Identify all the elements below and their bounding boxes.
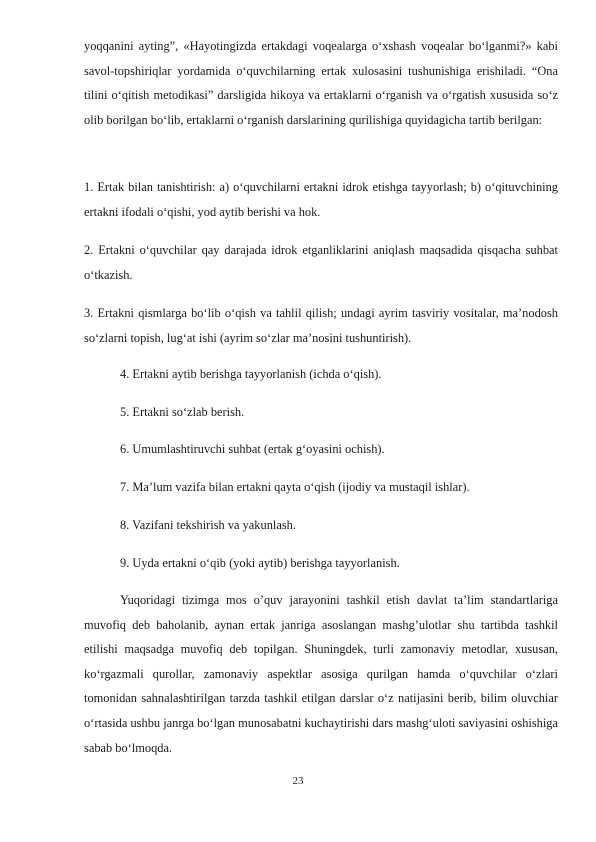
list-item-step-5: 5. Ertakni so‘zlab berish.: [120, 405, 245, 419]
paragraph-step-1: 1. Ertak bilan tanishtirish: a) o‘quvchilarni ertakni idrok etishga tayyorlash; b) o‘qituvchining ertakni ifodali o‘qishi, yod aytib berishi va hok.: [84, 180, 558, 219]
list-item-step-7: 7. Ma’lum vazifa bilan ertakni qayta o‘qish (ijodiy va mustaqil ishlar).: [120, 480, 470, 494]
list-item-step-4: 4. Ertakni aytib berishga tayyorlanish (ichda o‘qish).: [120, 367, 382, 381]
list-item-step-6: 6. Umumlashtiruvchi suhbat (ertak g‘oyasini ochish).: [120, 442, 385, 456]
list-item-step-8: 8. Vazifani tekshirish va yakunlash.: [120, 518, 296, 532]
paragraph-conclusion: Yuqoridagi tizimga mos o’quv jarayonini tashkil etish davlat ta’lim standartlariga muvofiq deb baholanib, aynan ertak janriga asoslangan mashg’ulotlar shu tartibda tashkil etilishi maqsadga muvofiq deb topilgan. Shuningdek, turli zamonaviy metodlar, xususan, ko‘rgazmali qurollar, zamonaviy aspektlar asosiga qurilgan hamda o‘quvchilar o‘zlari tomonidan sahnalashtirilgan tarzda tashkil etilgan darslar o‘z natijasini berib, bilim oluvchiar o‘rtasida ushbu janrga bo‘lgan munosabatni kuchaytirishi dars mashg‘uloti saviyasini oshishiga sabab bo‘lmoqda.: [84, 593, 558, 755]
paragraph-step-3: 3. Ertakni qismlarga bo‘lib o‘qish va tahlil qilish; undagi ayrim tasviriy vositalar, ma’nodosh so‘zlarni topish, lug‘at ishi (ayrim so‘zlar ma’nosini tushuntirish).: [84, 306, 558, 345]
paragraph-intro: yoqqanini ayting”, «Hayotingizda ertakdagi voqealarga o‘xshash voqealar bo‘lganmi?» kabi savol-topshiriqlar yordamida o‘quvchilarning ertak xulosasini tushunishiga erishiladi. “Ona tilini o‘qitish metodikasi” darsligida hikoya va ertaklarni o‘rganish va o‘rgatish xususida so‘z olib borilgan bo‘lib, ertaklarni o‘rganish darslarining qurilishiga quyidagicha tartib berilgan:: [84, 39, 558, 127]
page-number: 23: [292, 775, 304, 787]
list-item-step-9: 9. Uyda ertakni o‘qib (yoki aytib) berishga tayyorlanish.: [120, 556, 400, 570]
paragraph-step-2: 2. Ertakni o‘quvchilar qay darajada idrok etganliklarini aniqlash maqsadida qisqacha suhbat o‘tkazish.: [84, 243, 558, 282]
